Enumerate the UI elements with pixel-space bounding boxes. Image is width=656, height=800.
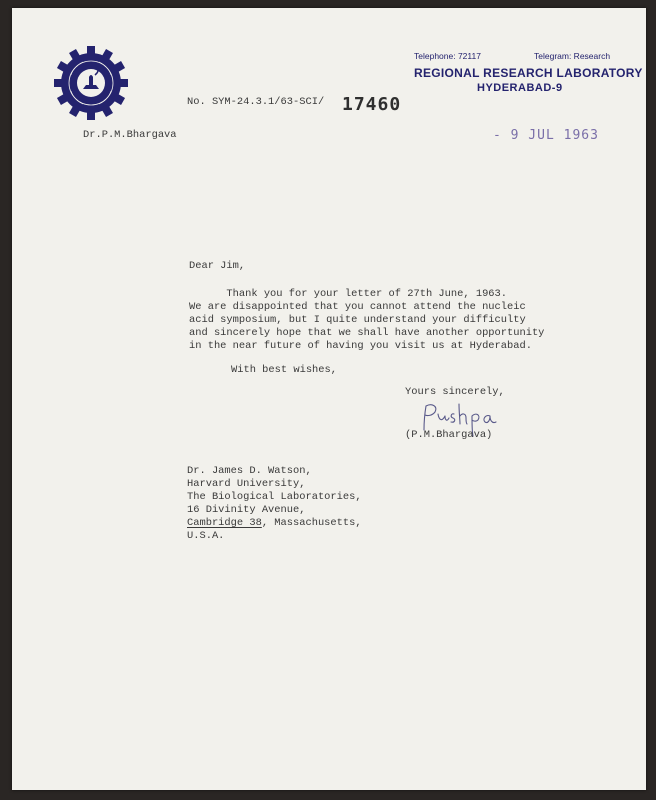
- recipient-name: Dr. James D. Watson,: [187, 465, 312, 477]
- body-line: and sincerely hope that we shall have another opportunity: [189, 327, 545, 339]
- recipient-state: , Massachusetts,: [261, 517, 362, 529]
- date-stamp: - 9 JUL 1963: [493, 127, 599, 144]
- salutation: Dear Jim,: [189, 260, 246, 272]
- stamped-reference-number: 17460: [342, 94, 402, 115]
- recipient-line: 16 Divinity Avenue,: [187, 504, 306, 516]
- telegram-line: Telegram: Research: [534, 51, 611, 61]
- reference-prefix: No. SYM-24.3.1/63-SCI/: [187, 96, 325, 108]
- institution-city: HYDERABAD-9: [477, 82, 563, 94]
- body-line: Thank you for your letter of 27th June, 1963.: [189, 288, 508, 300]
- recipient-country: U.S.A.: [187, 530, 225, 542]
- recipient-city: Cambridge 38: [187, 517, 262, 529]
- closing-wishes: With best wishes,: [231, 364, 338, 376]
- recipient-line: Harvard University,: [187, 478, 306, 490]
- valediction: Yours sincerely,: [405, 386, 505, 398]
- recipient-city-line: [187, 517, 362, 530]
- body-line: acid symposium, but I quite understand your difficulty: [189, 314, 526, 326]
- sender-short-name: Dr.P.M.Bhargava: [83, 129, 177, 141]
- body-line: We are disappointed that you cannot attend the nucleic: [189, 301, 526, 313]
- letter-page: [12, 8, 646, 790]
- signatory-name: (P.M.Bhargava): [405, 429, 493, 441]
- csir-gear-emblem-icon: [53, 45, 129, 121]
- institution-name: REGIONAL RESEARCH LABORATORY: [414, 66, 643, 80]
- recipient-line: The Biological Laboratories,: [187, 491, 362, 503]
- body-line: in the near future of having you visit us at Hyderabad.: [189, 340, 532, 352]
- telephone-line: Telephone: 72117: [414, 51, 481, 61]
